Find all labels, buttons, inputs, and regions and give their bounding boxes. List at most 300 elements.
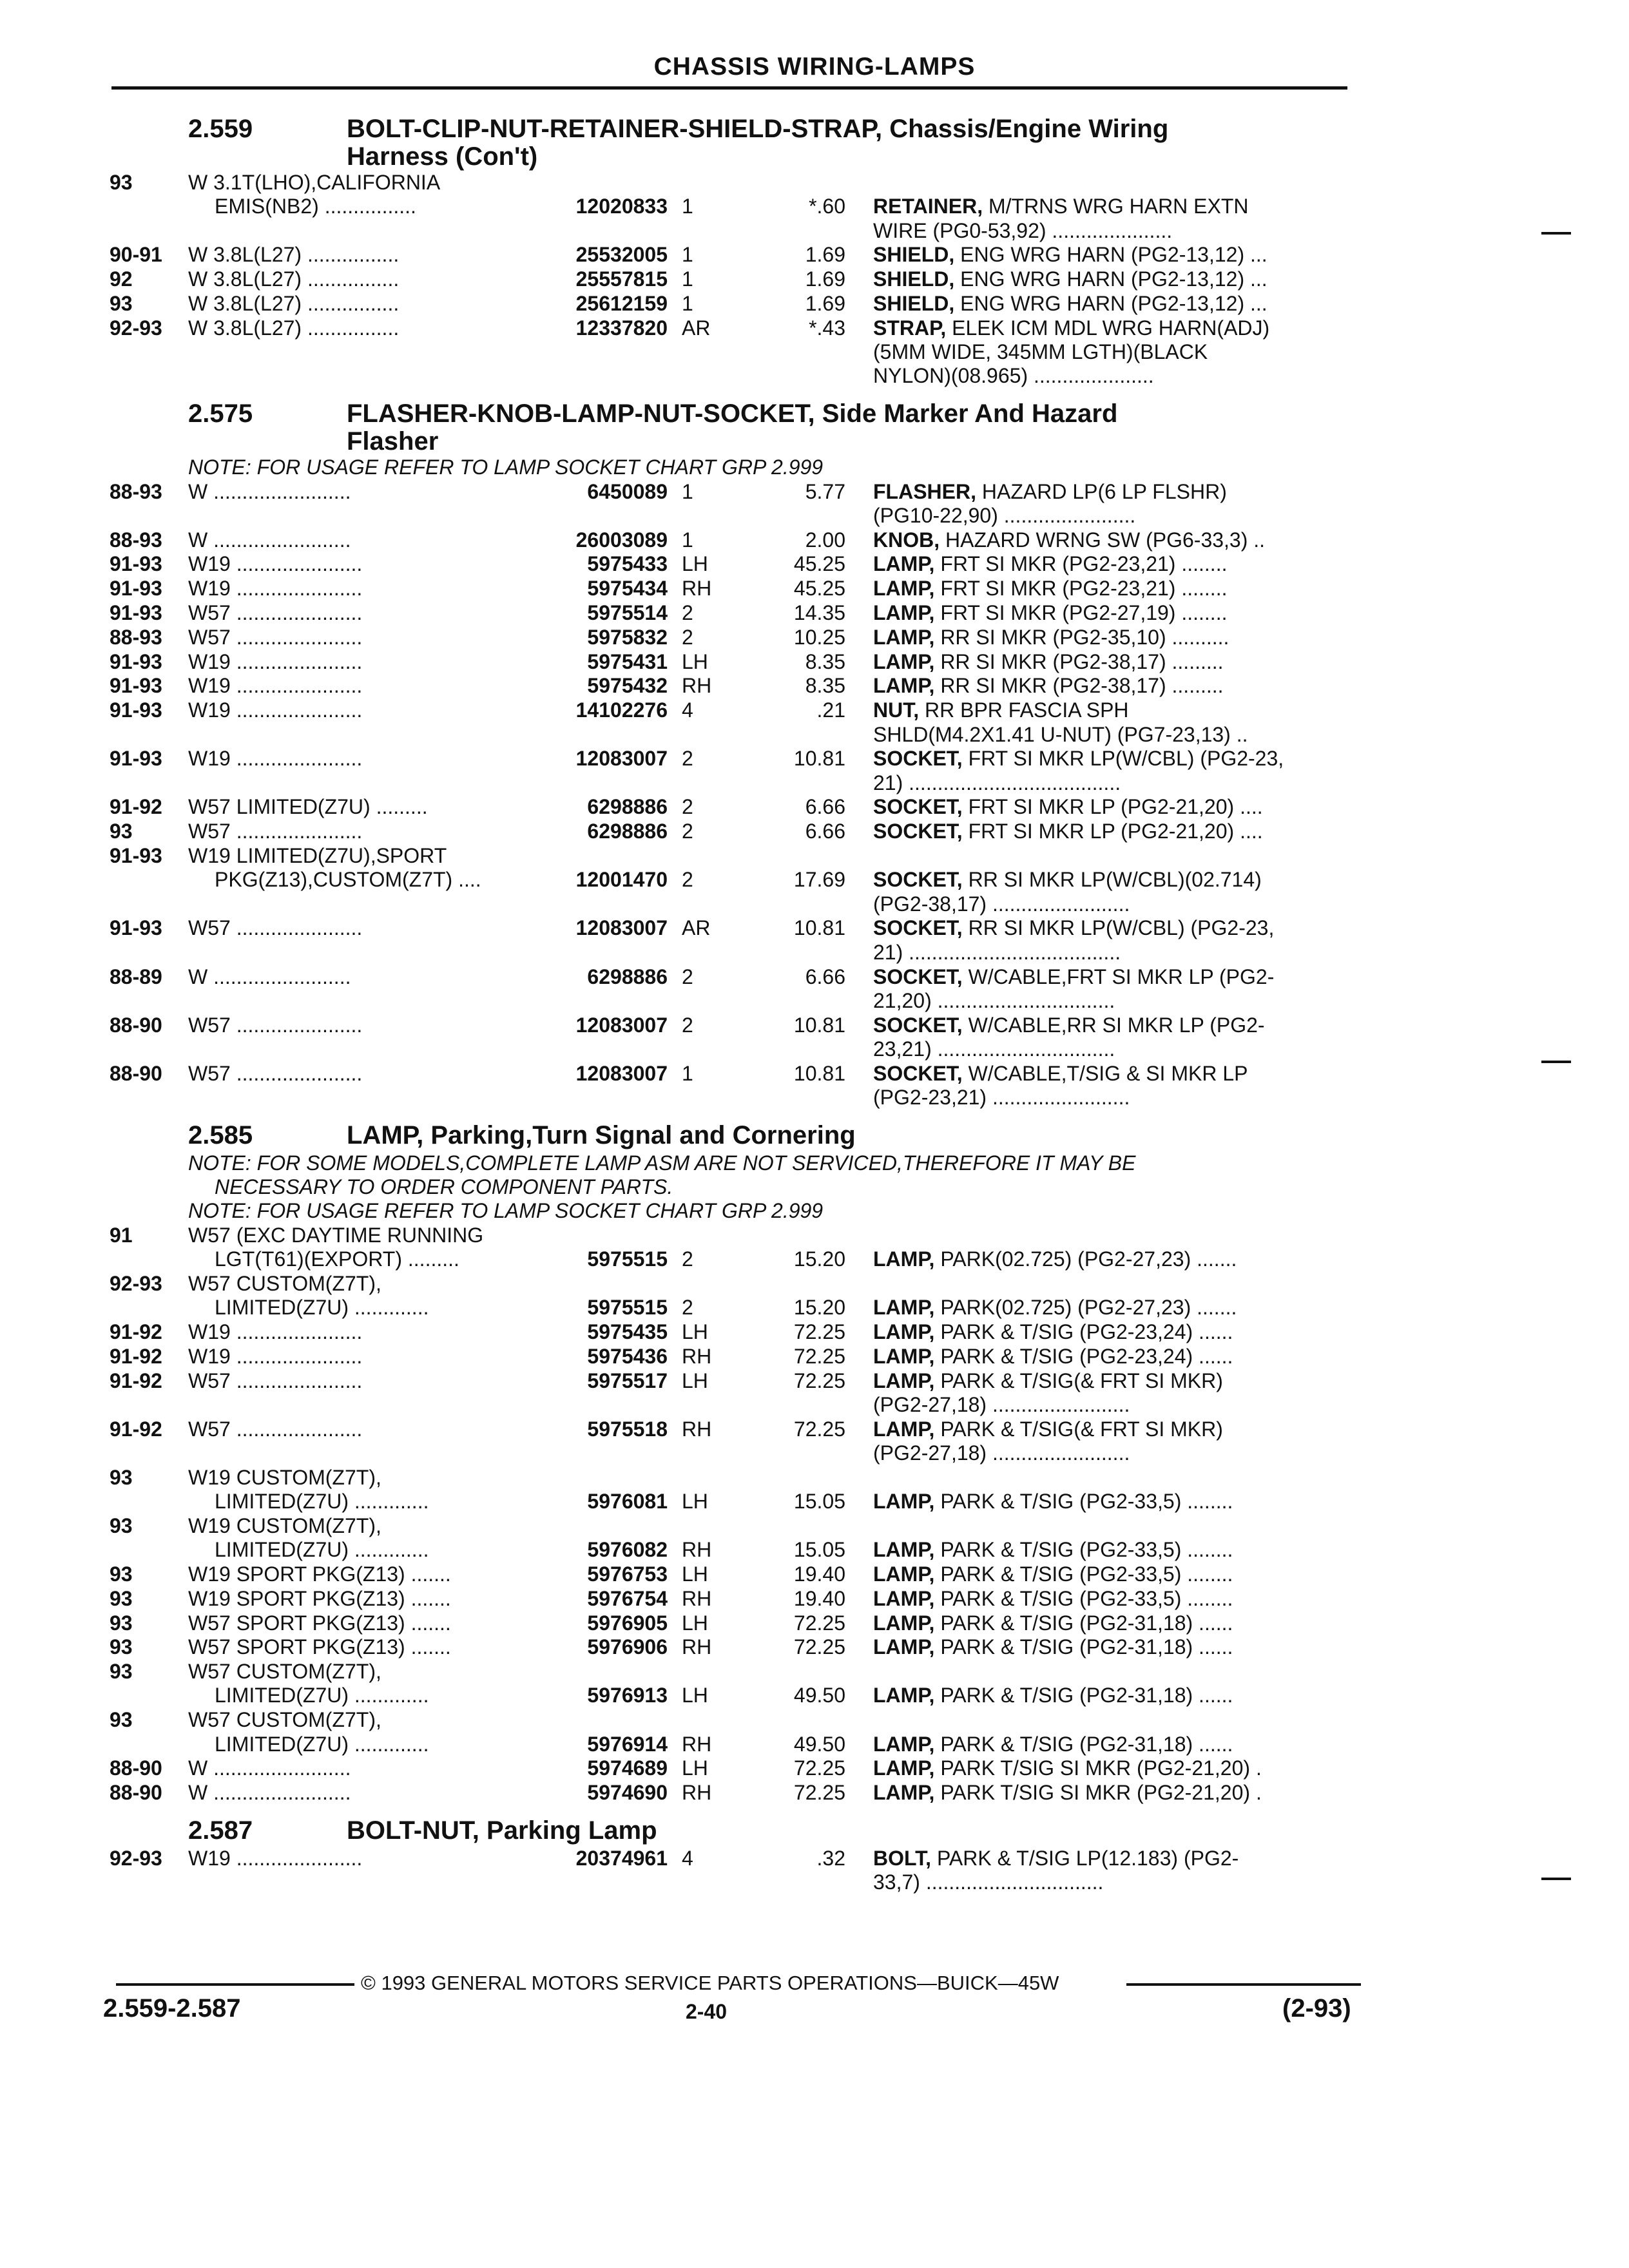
model-year: 93 (110, 171, 133, 194)
footer-rule-left (116, 1983, 354, 1986)
model-year: 92-93 (110, 316, 162, 340)
part-name: LAMP, (873, 1538, 935, 1562)
part-name: LAMP, (873, 1781, 935, 1805)
parts-row (0, 1247, 1629, 1271)
part-number: 12337820 (575, 316, 668, 340)
parts-row-continued (0, 1870, 1629, 1894)
list-price: 5.77 (805, 479, 845, 503)
part-description: LAMP, PARK & T/SIG (PG2-23,24) ...... (873, 1344, 1233, 1368)
model-year: 88-90 (110, 1756, 162, 1780)
quantity: RH (682, 1635, 712, 1659)
model-year: 92 (110, 267, 133, 291)
model-year: 88-89 (110, 965, 162, 988)
model-year: 88-93 (110, 625, 162, 649)
parts-row (0, 316, 1629, 340)
part-description: LAMP, FRT SI MKR (PG2-23,21) ........ (873, 552, 1228, 576)
parts-row-continued (0, 504, 1629, 528)
parts-row-continued (0, 1441, 1629, 1465)
model-code: W ........................ (188, 528, 351, 552)
list-price: 1.69 (805, 292, 845, 315)
model-year: 91-92 (110, 1369, 162, 1392)
part-description-continued: 21) ..................................... (873, 940, 1121, 964)
part-name: LAMP, (873, 625, 935, 649)
part-description-continued: (PG10-22,90) ....................... (873, 503, 1136, 527)
quantity: LH (682, 649, 708, 673)
part-name: LAMP, (873, 577, 935, 601)
quantity: LH (682, 1684, 708, 1707)
parts-row-continued (0, 364, 1629, 388)
parts-row-header (0, 1466, 1629, 1490)
part-number: 6450089 (587, 479, 668, 503)
part-description: KNOB, HAZARD WRNG SW (PG6-33,3) .. (873, 528, 1266, 552)
part-description: LAMP, FRT SI MKR (PG2-23,21) ........ (873, 577, 1228, 601)
model-code: W19 SPORT PKG(Z13) ....... (188, 1586, 451, 1610)
part-number: 14102276 (575, 698, 668, 722)
list-price: 6.66 (805, 795, 845, 819)
model-year: 93 (110, 1465, 133, 1489)
group-note: NECESSARY TO ORDER COMPONENT PARTS. (215, 1175, 673, 1199)
model-code: W19 LIMITED(Z7U),SPORT (188, 844, 447, 867)
parts-row (0, 965, 1629, 989)
quantity: 2 (682, 1296, 693, 1320)
group-number: 2.585 (188, 1120, 253, 1149)
part-name: SOCKET, (873, 747, 963, 771)
list-price: 10.81 (793, 1061, 845, 1085)
part-number: 5976914 (587, 1732, 668, 1756)
list-price: 6.66 (805, 820, 845, 843)
parts-row (0, 916, 1629, 940)
part-description: NUT, RR BPR FASCIA SPH (873, 698, 1129, 722)
part-name: LAMP, (873, 1344, 935, 1368)
quantity: 4 (682, 1846, 693, 1870)
quantity: RH (682, 577, 712, 601)
model-code: W ........................ (188, 965, 351, 988)
model-year: 93 (110, 820, 133, 843)
part-name: SOCKET, (873, 965, 963, 988)
quantity: 2 (682, 1247, 693, 1271)
parts-row (0, 243, 1629, 267)
model-year: 93 (110, 1708, 133, 1732)
parts-row (0, 674, 1629, 698)
model-code-continued: LIMITED(Z7U) ............. (215, 1538, 429, 1562)
parts-row (0, 1562, 1629, 1586)
list-price: 14.35 (793, 601, 845, 624)
parts-row (0, 267, 1629, 291)
quantity: 2 (682, 868, 693, 892)
parts-row-continued (0, 989, 1629, 1013)
parts-row (0, 1062, 1629, 1086)
model-year: 92-93 (110, 1271, 162, 1295)
parts-row (0, 1847, 1629, 1870)
part-description: LAMP, PARK(02.725) (PG2-27,23) ....... (873, 1247, 1237, 1271)
part-name: LAMP, (873, 1611, 935, 1635)
model-code: W57 (EXC DAYTIME RUNNING (188, 1223, 484, 1247)
part-name: SHIELD, (873, 243, 955, 267)
quantity: 4 (682, 698, 693, 722)
model-year: 91-93 (110, 916, 162, 940)
model-year: 93 (110, 292, 133, 315)
quantity: RH (682, 1538, 712, 1562)
group-title: FLASHER-KNOB-LAMP-NUT-SOCKET, Side Marker And Hazard (347, 399, 1118, 428)
model-year: 91-92 (110, 1344, 162, 1368)
part-number: 5975518 (587, 1417, 668, 1441)
page-title: CHASSIS WIRING-LAMPS (653, 53, 976, 81)
quantity: 1 (682, 1061, 693, 1085)
part-name: SOCKET, (873, 868, 963, 892)
parts-row (0, 1345, 1629, 1369)
part-number: 5974690 (587, 1781, 668, 1805)
part-number: 5976913 (587, 1684, 668, 1707)
group-note: NOTE: FOR USAGE REFER TO LAMP SOCKET CHART GRP 2.999 (188, 1199, 824, 1223)
part-name: LAMP, (873, 1369, 935, 1392)
model-year: 91-92 (110, 1417, 162, 1441)
model-year: 88-93 (110, 479, 162, 503)
parts-row-continued (0, 1086, 1629, 1110)
quantity: 2 (682, 625, 693, 649)
footer-rule-right (1126, 1983, 1361, 1986)
model-code: W57 ...................... (188, 820, 363, 843)
list-price: 45.25 (793, 552, 845, 576)
parts-row-continued (0, 723, 1629, 747)
model-code: W57 ...................... (188, 1369, 363, 1392)
model-code: W57 ...................... (188, 1061, 363, 1085)
quantity: LH (682, 1320, 708, 1343)
part-description: SHIELD, ENG WRG HARN (PG2-13,12) ... (873, 292, 1268, 315)
part-name: SOCKET, (873, 1013, 963, 1037)
part-number: 12083007 (575, 747, 668, 771)
group-title-continued: Harness (Con't) (347, 142, 538, 171)
model-code-continued: LGT(T61)(EXPORT) ......... (215, 1247, 459, 1271)
list-price: 6.66 (805, 965, 845, 988)
parts-row (0, 747, 1629, 771)
list-price: 17.69 (793, 868, 845, 892)
parts-row-continued (0, 892, 1629, 916)
part-number: 5975515 (587, 1296, 668, 1320)
part-name: RETAINER, (873, 195, 983, 218)
list-price: *.43 (809, 316, 845, 340)
model-code-continued: LIMITED(Z7U) ............. (215, 1684, 429, 1707)
part-number: 6298886 (587, 965, 668, 988)
model-code: W 3.8L(L27) ................ (188, 292, 400, 315)
part-description: LAMP, PARK T/SIG SI MKR (PG2-21,20) . (873, 1756, 1262, 1780)
part-name: LAMP, (873, 1320, 935, 1343)
parts-row (0, 292, 1629, 316)
quantity: RH (682, 1732, 712, 1756)
parts-row-header (0, 1514, 1629, 1538)
part-description: LAMP, PARK & T/SIG (PG2-31,18) ...... (873, 1732, 1233, 1756)
part-name: SOCKET, (873, 916, 963, 940)
part-name: LAMP, (873, 1417, 935, 1441)
part-number: 5975515 (587, 1247, 668, 1271)
list-price: 72.25 (793, 1611, 845, 1635)
model-code: W19 ...................... (188, 1320, 363, 1343)
list-price: 15.05 (793, 1538, 845, 1562)
parts-row (0, 1733, 1629, 1756)
footer-copyright: © 1993 GENERAL MOTORS SERVICE PARTS OPERATIONS—BUICK—45W (361, 1972, 1059, 1994)
parts-row-header (0, 844, 1629, 868)
group-heading (0, 1119, 1629, 1151)
quantity: 1 (682, 292, 693, 315)
parts-row (0, 1635, 1629, 1659)
model-year: 93 (110, 1660, 133, 1684)
footer-date: (2-93) (1282, 1994, 1351, 2023)
model-year: 93 (110, 1635, 133, 1659)
part-number: 12020833 (575, 195, 668, 218)
part-name: SHIELD, (873, 292, 955, 315)
part-number: 5976082 (587, 1538, 668, 1562)
list-price: 19.40 (793, 1562, 845, 1586)
part-number: 20374961 (575, 1846, 668, 1870)
group-title: BOLT-NUT, Parking Lamp (347, 1816, 657, 1845)
quantity: 2 (682, 820, 693, 843)
list-price: 72.25 (793, 1781, 845, 1805)
part-description: SHIELD, ENG WRG HARN (PG2-13,12) ... (873, 243, 1268, 267)
part-description: LAMP, PARK & T/SIG(& FRT SI MKR) (873, 1417, 1223, 1441)
model-code: W57 CUSTOM(Z7T), (188, 1708, 381, 1732)
part-description: LAMP, PARK & T/SIG (PG2-33,5) ........ (873, 1562, 1233, 1586)
parts-row (0, 1320, 1629, 1344)
list-price: 1.69 (805, 267, 845, 291)
parts-row (0, 1756, 1629, 1780)
model-code: W 3.1T(LHO),CALIFORNIA (188, 171, 441, 194)
part-description-continued: 33,7) ............................... (873, 1870, 1104, 1894)
part-number: 5975514 (587, 601, 668, 624)
list-price: .21 (816, 698, 845, 722)
part-name: FLASHER, (873, 479, 976, 503)
part-description: BOLT, PARK & T/SIG LP(12.183) (PG2- (873, 1846, 1239, 1870)
part-description: LAMP, PARK & T/SIG (PG2-31,18) ...... (873, 1611, 1233, 1635)
list-price: 15.20 (793, 1247, 845, 1271)
model-code: W ........................ (188, 1756, 351, 1780)
part-description: LAMP, PARK(02.725) (PG2-27,23) ....... (873, 1296, 1237, 1320)
part-description: LAMP, PARK & T/SIG (PG2-31,18) ...... (873, 1684, 1233, 1707)
parts-row-continued (0, 340, 1629, 364)
part-description: LAMP, PARK & T/SIG (PG2-23,24) ...... (873, 1320, 1233, 1343)
part-description: LAMP, PARK & T/SIG(& FRT SI MKR) (873, 1369, 1223, 1392)
part-description-continued: WIRE (PG0-53,92) ..................... (873, 218, 1173, 242)
part-number: 5976753 (587, 1562, 668, 1586)
quantity: AR (682, 316, 711, 340)
list-price: 1.69 (805, 243, 845, 267)
part-number: 12083007 (575, 916, 668, 940)
model-code: W19 ...................... (188, 1344, 363, 1368)
list-price: 15.05 (793, 1490, 845, 1513)
quantity: AR (682, 916, 711, 940)
part-description: LAMP, FRT SI MKR (PG2-27,19) ........ (873, 601, 1228, 624)
part-description-continued: (PG2-27,18) ........................ (873, 1392, 1130, 1416)
model-code: W57 SPORT PKG(Z13) ....... (188, 1611, 451, 1635)
list-price: 72.25 (793, 1417, 845, 1441)
parts-row (0, 795, 1629, 819)
parts-row-continued (0, 219, 1629, 243)
parts-row (0, 1684, 1629, 1707)
part-name: KNOB, (873, 528, 940, 552)
list-price: 10.81 (793, 747, 845, 771)
part-description-continued: SHLD(M4.2X1.41 U-NUT) (PG7-23,13) .. (873, 722, 1248, 746)
part-name: LAMP, (873, 1296, 935, 1320)
model-code: W 3.8L(L27) ................ (188, 316, 400, 340)
parts-row-continued (0, 771, 1629, 795)
quantity: 1 (682, 479, 693, 503)
part-name: LAMP, (873, 1732, 935, 1756)
model-year: 91-92 (110, 1320, 162, 1343)
model-year: 88-90 (110, 1781, 162, 1805)
model-code: W19 CUSTOM(Z7T), (188, 1465, 381, 1489)
part-description: FLASHER, HAZARD LP(6 LP FLSHR) (873, 479, 1227, 503)
margin-mark (1541, 1061, 1571, 1063)
model-year: 93 (110, 1611, 133, 1635)
model-code: W19 ...................... (188, 747, 363, 771)
model-code: W19 ...................... (188, 1846, 363, 1870)
model-code-continued: LIMITED(Z7U) ............. (215, 1732, 429, 1756)
quantity: 2 (682, 965, 693, 988)
part-name: SOCKET, (873, 820, 963, 843)
model-year: 91-93 (110, 844, 162, 867)
model-code: W19 ...................... (188, 649, 363, 673)
part-description: LAMP, RR SI MKR (PG2-38,17) ......... (873, 674, 1224, 698)
model-code: W ........................ (188, 1781, 351, 1805)
part-name: BOLT, (873, 1846, 932, 1870)
part-description: STRAP, ELEK ICM MDL WRG HARN(ADJ) (873, 316, 1270, 340)
model-code-continued: PKG(Z13),CUSTOM(Z7T) .... (215, 868, 481, 892)
parts-row (0, 480, 1629, 504)
part-number: 26003089 (575, 528, 668, 552)
model-year: 90-91 (110, 243, 162, 267)
parts-row-header (0, 171, 1629, 195)
model-year: 91 (110, 1223, 133, 1247)
part-description: SOCKET, W/CABLE,T/SIG & SI MKR LP (873, 1061, 1248, 1085)
part-name: LAMP, (873, 1247, 935, 1271)
part-description: SOCKET, W/CABLE,FRT SI MKR LP (PG2- (873, 965, 1275, 988)
parts-row-header (0, 1272, 1629, 1296)
part-name: LAMP, (873, 552, 935, 576)
model-code: W57 ...................... (188, 1013, 363, 1037)
model-code: W57 LIMITED(Z7U) ......... (188, 795, 428, 819)
parts-row (0, 1418, 1629, 1441)
part-number: 5976081 (587, 1490, 668, 1513)
part-number: 6298886 (587, 820, 668, 843)
list-price: 8.35 (805, 674, 845, 698)
quantity: LH (682, 552, 708, 576)
group-title: BOLT-CLIP-NUT-RETAINER-SHIELD-STRAP, Chassis/Engine Wiring (347, 115, 1169, 143)
part-description: RETAINER, M/TRNS WRG HARN EXTN (873, 195, 1249, 218)
parts-row (0, 195, 1629, 218)
list-price: 10.25 (793, 625, 845, 649)
model-code: W ........................ (188, 479, 351, 503)
part-description: SOCKET, FRT SI MKR LP (PG2-21,20) .... (873, 795, 1263, 819)
model-code: W 3.8L(L27) ................ (188, 267, 400, 291)
group-note: NOTE: FOR USAGE REFER TO LAMP SOCKET CHART GRP 2.999 (188, 456, 824, 479)
model-year: 93 (110, 1514, 133, 1537)
footer-group-range: 2.559-2.587 (103, 1994, 241, 2023)
part-number: 25557815 (575, 267, 668, 291)
model-year: 93 (110, 1586, 133, 1610)
quantity: RH (682, 1344, 712, 1368)
part-name: LAMP, (873, 1490, 935, 1513)
list-price: 72.25 (793, 1320, 845, 1343)
model-code: W57 CUSTOM(Z7T), (188, 1660, 381, 1684)
list-price: 72.25 (793, 1635, 845, 1659)
group-heading (0, 398, 1629, 430)
part-description: SOCKET, RR SI MKR LP(W/CBL) (PG2-23, (873, 916, 1275, 940)
group-title-continued: Flasher (347, 427, 439, 456)
parts-row (0, 1490, 1629, 1514)
quantity: 2 (682, 747, 693, 771)
model-year: 88-93 (110, 528, 162, 552)
parts-row (0, 552, 1629, 576)
quantity: LH (682, 1490, 708, 1513)
part-description: SOCKET, FRT SI MKR LP(W/CBL) (PG2-23, (873, 747, 1284, 771)
parts-row (0, 820, 1629, 843)
group-heading (0, 113, 1629, 145)
quantity: 2 (682, 795, 693, 819)
list-price: 49.50 (793, 1732, 845, 1756)
part-number: 12083007 (575, 1013, 668, 1037)
part-number: 5976905 (587, 1611, 668, 1635)
model-year: 93 (110, 1562, 133, 1586)
part-description: SHIELD, ENG WRG HARN (PG2-13,12) ... (873, 267, 1268, 291)
parts-row (0, 650, 1629, 674)
part-description: LAMP, PARK T/SIG SI MKR (PG2-21,20) . (873, 1781, 1262, 1805)
part-number: 5975432 (587, 674, 668, 698)
group-number: 2.559 (188, 115, 253, 143)
model-code-continued: LIMITED(Z7U) ............. (215, 1490, 429, 1513)
part-number: 12001470 (575, 868, 668, 892)
quantity: RH (682, 1417, 712, 1441)
list-price: 10.81 (793, 916, 845, 940)
part-name: LAMP, (873, 1756, 935, 1780)
parts-row (0, 868, 1629, 892)
part-number: 12083007 (575, 1061, 668, 1085)
model-code: W 3.8L(L27) ................ (188, 243, 400, 267)
parts-row-header (0, 1660, 1629, 1684)
list-price: 10.81 (793, 1013, 845, 1037)
list-price: .32 (816, 1846, 845, 1870)
part-name: LAMP, (873, 1562, 935, 1586)
quantity: 1 (682, 195, 693, 218)
part-name: SOCKET, (873, 1061, 963, 1085)
list-price: 72.25 (793, 1344, 845, 1368)
quantity: 1 (682, 243, 693, 267)
part-number: 5975435 (587, 1320, 668, 1343)
model-code: W57 ...................... (188, 625, 363, 649)
model-code: W19 ...................... (188, 674, 363, 698)
parts-row (0, 1296, 1629, 1320)
part-description-continued: 21) ..................................... (873, 771, 1121, 794)
part-description: SOCKET, RR SI MKR LP(W/CBL)(02.714) (873, 868, 1262, 892)
parts-row (0, 1538, 1629, 1562)
parts-row (0, 698, 1629, 722)
list-price: *.60 (809, 195, 845, 218)
model-year: 88-90 (110, 1013, 162, 1037)
model-year: 91-93 (110, 649, 162, 673)
quantity: LH (682, 1562, 708, 1586)
parts-row-continued (0, 1037, 1629, 1061)
part-name: NUT, (873, 698, 920, 722)
parts-row (0, 1587, 1629, 1611)
model-year: 91-93 (110, 747, 162, 771)
model-code-continued: EMIS(NB2) ................ (215, 195, 416, 218)
list-price: 15.20 (793, 1296, 845, 1320)
part-number: 5975431 (587, 649, 668, 673)
model-code: W19 ...................... (188, 577, 363, 601)
part-description-continued: (5MM WIDE, 345MM LGTH)(BLACK (873, 340, 1208, 364)
model-year: 92-93 (110, 1846, 162, 1870)
part-description: LAMP, RR SI MKR (PG2-38,17) ......... (873, 649, 1224, 673)
margin-mark (1541, 1878, 1571, 1880)
list-price: 72.25 (793, 1369, 845, 1392)
model-year: 91-93 (110, 601, 162, 624)
